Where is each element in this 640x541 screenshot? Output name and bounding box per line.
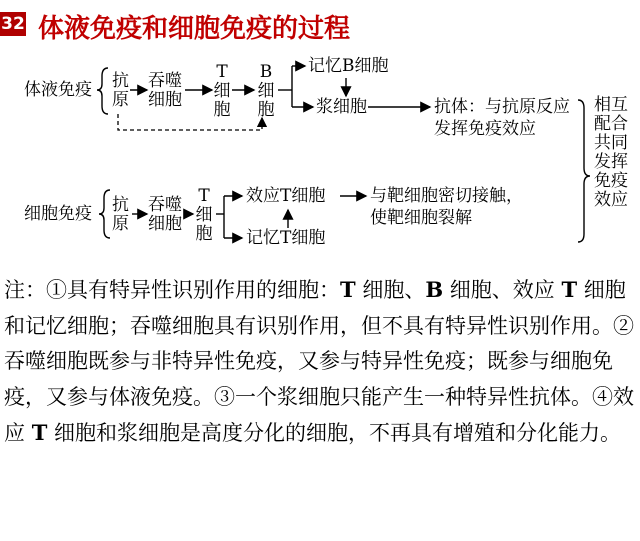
antibody-effect-line2: 发挥免疫效应: [434, 119, 536, 139]
effector-t-cell: 效应T细胞: [246, 186, 326, 206]
antibody-effect-line1: 抗体：与抗原反应: [434, 97, 570, 117]
humoral-antigen: 抗 原: [112, 71, 129, 110]
cooperate-label: 相互 配合 共同 发挥 免疫 效应: [594, 95, 628, 210]
plasma-cell: 浆细胞: [316, 97, 367, 117]
note-paragraph: 注：①具有特异性识别作用的细胞：T 细胞、B 细胞、效应 T 细胞和记忆细胞；吞噬细胞具有识别作用，但不具有特异性识别作用。②吞噬细胞既参与非特异性免疫，又参与特异性免疫；既参与细胞免疫，又参与体液免疫。③一个浆细胞只能产生一种特异性抗体。④效应 T 细胞和浆细胞是高度分化的细胞，不再具有增殖和分化能力。: [4, 277, 634, 445]
humoral-b-cell: B 细 胞: [257, 62, 275, 120]
humoral-t-cell: T 细 胞: [213, 62, 231, 120]
cellular-t-cell: T 细 胞: [195, 186, 213, 244]
cellular-phagocyte: 吞噬 细胞: [148, 195, 182, 234]
section-number-badge: 32: [1, 14, 25, 34]
target-cell-result-line1: 与靶细胞密切接触，: [370, 186, 523, 206]
immune-process-diagram: [0, 50, 640, 265]
humoral-immunity-label: 体液免疫: [24, 80, 92, 100]
cellular-immunity-label: 细胞免疫: [24, 204, 92, 224]
humoral-phagocyte: 吞噬 细胞: [148, 71, 182, 110]
memory-t-cell: 记忆T细胞: [246, 228, 326, 248]
title-row: [0, 6, 640, 44]
memory-b-cell: 记忆B细胞: [308, 56, 389, 76]
page-title: 体液免疫和细胞免疫的过程: [38, 14, 351, 44]
cellular-antigen: 抗 原: [112, 195, 129, 234]
target-cell-result-line2: 使靶细胞裂解: [370, 208, 472, 228]
